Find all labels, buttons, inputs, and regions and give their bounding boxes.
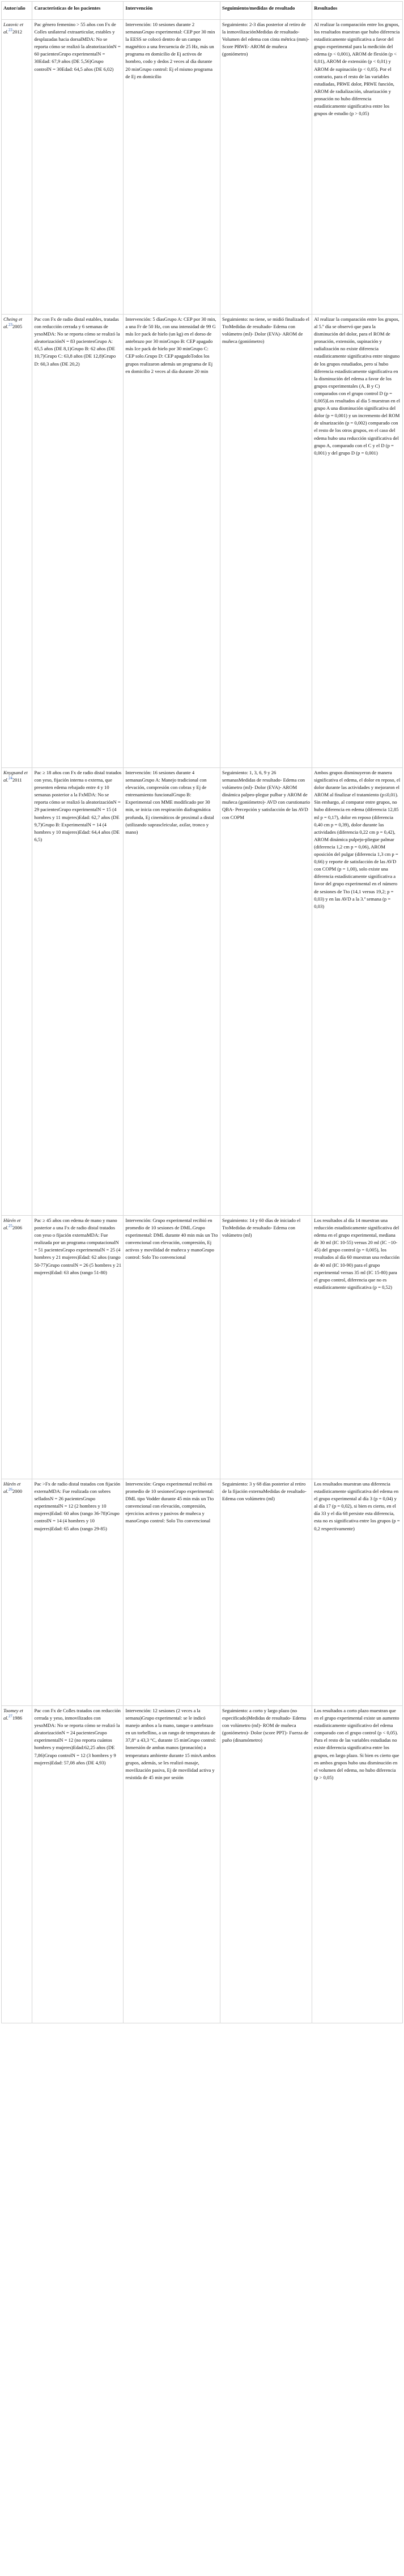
author-name: Hürén et al. (3, 1217, 21, 1231)
year: 2000 (12, 1488, 23, 1495)
results-cell: Al realizar la comparación entre los grupos, al 5.º día se observó que para la disminución del dolor, para el ROM de pronación, extensión, supinación y radialización no existe diferencia estadísticamente significativa entre ninguno de los grupos estudiados, pero sí hubo diferencia estadísticamente significativa en la disminución del edema a favor de los grupos experimentales (A, B y C) comparados con el grupo control D (p = 0,005)Los resultados al día 5 muestran en el grupo A una disminución significativa del dolor (p = 0,001) y un incremento del ROM de ulnarización (p = 0,002) comparado con el resto de los otros grupos, en el caso del edema hubo una reducción significativa del grupo A, comparado con el C y el D (p = 0,001) y del grupo D (p = 0,001) (312, 315, 403, 768)
reference-link[interactable]: 27 (8, 1714, 12, 1719)
author-name: Lozovic et al. (3, 22, 24, 35)
followup-cell: Seguimiento: no tiene, se midió finalizado el TtoMedidas de resultado- Edema con volúmetro (ml)- Dolor (EVA)- AROM de muñeca (goniómetro) (220, 315, 312, 768)
year: 2005 (12, 324, 23, 330)
evidence-table (1, 1, 403, 2023)
reference-link[interactable]: 26 (8, 1487, 12, 1492)
reference-link[interactable]: 23 (8, 322, 12, 328)
followup-cell: Seguimiento: a corto y largo plazo (no especificado)Medidas de resultado- Edema con volúmetro (ml)- ROM de muñeca (goniómetro)- Dolor (score PPT)- Fuerza de puño (dinamómetro) (220, 1706, 312, 2023)
patients-cell: Pac >Fx de radio distal tratados con fijación externaMDA: Fue realizada con sobres selladosN = 26 pacientesGrupo experimentalN = 12 (2 hombres y 10 mujeres)Edad: 60 años (rango 36-78)Grupo controlN = 14 (4 hombres y 10 mujeres)Edad: 65 años (rango 29-85) (32, 1479, 124, 1706)
header-intervention: Intervención (124, 2, 220, 20)
author-name: Knygsand et al. (3, 770, 28, 783)
year: 2006 (12, 1225, 23, 1231)
author-cell (2, 315, 32, 768)
author-cell (2, 1216, 32, 1479)
patients-cell: Pac género femenino > 55 años con Fx de Colles unilateral extraarticular, estables y desplazadas hacia dorsalMDA: No se reporta cómo se realizó la aleatorizaciónN = 60 pacientesGrupo experimentalN = 30Edad: 67,9 años (DE 5,56)Grupo controlN = 30Edad: 64,5 años (DE 6,02) (32, 20, 124, 315)
table-row (2, 768, 403, 1216)
intervention-cell: Intervención: 5 díasGrupo A: CEP por 30 min, a una Fr de 50 Hz, con una intensidad de 99 G más Ice pack de hielo (un kg) en el dorso de antebrazo por 30 minGrupo B: CEP apagado más Ice pack de hielo por 30 minGrupo C: CEP solo.Grupo D: CEP apagadoTodos los grupos realizaron además un programa de Ej en domicilio 2 veces al día durante 20 min (124, 315, 220, 768)
intervention-cell: Intervención: Grupo experimental recibió en promedio de 10 sesiones de DML.Grupo experimental: DML durante 40 min más un Tto convencional con elevación, compresión, Ej activos y movilidad de muñeca y manoGrupo control: Solo Tto convencional (124, 1216, 220, 1479)
intervention-cell: Intervención: 16 sesiones durante 4 semanasGrupo A: Manejo tradicional con elevación, compresión con cobras y Ej de entrenamiento funcionalGrupo B: Experimental con MME modificado por 30 min, se inicia con respiración diafragmática profunda, Ej cinemáticos de proximal a distal (utilizando suprascleicular, axilar, tronco y mano) (124, 768, 220, 1216)
intervention-cell: Intervención: 10 sesiones durante 2 semanasGrupo experimental: CEP por 30 min la EESS se colocó dentro de un campo magnético a una frecuencia de 25 Hz, más un programa en domicilio de Ej activos de hombro, codo y dedos 2 veces al día durante 20 minGrupo control: Ej el mismo programa de Ej en domicilio (124, 20, 220, 315)
patients-cell: Pac ≥ 45 años con edema de mano y mano posterior a una Fx de radio distal tratados con yeso o fijación externaMDA: Fue realizada por un programa computacionalN = 51 pacientesGrupo experimentalN = 25 (4 hombres y 21 mujeres)Edad: 62 años (rango 50-77)Grupo controlN = 26 (5 hombres y 21 mujeres)Edad: 63 años (rango 51-80) (32, 1216, 124, 1479)
results-cell: Los resultados a corto plazo muestran que en el grupo experimental existe un aumento estadísticamente significativo del edema comparado con el grupo control (p < 0,05). Para el resto de las variables estudiadas no existe diferencia significativa entre los grupos, en largo plazo. Si bien es cierto que en ambos grupos hubo una disminución en el volumen del edema, no hubo diferencia (p > 0,05) (312, 1706, 403, 2023)
patients-cell: Pac con Fx de radio distal estables, tratadas con reducción cerrada y 6 semanas de yesoMDA: No se reporta cómo se realizó la aleatorizaciónN = 83 pacientesGrupo A: 65,5 años (DE 8,1)Grupo B: 62 años (DE 10,7)Grupo C: 63,8 años (DE 12,8)Grupo D: 60,3 años (DE 20,2) (32, 315, 124, 768)
author-cell (2, 768, 32, 1216)
results-cell: Los resultados muestran una diferencia estadísticamente significativa del edema en el grupo experimental al día 3 (p = 0,04) y al día 17 (p = 0,02), si bien es cierto, en el día 33 y el día 68 persiste esta diferencia, esta no es significativa entre los grupos (p = 0,2 respectivamente) (312, 1479, 403, 1706)
followup-cell: Seguimiento: 3 y 68 días posterior al retiro de la fijación externaMedidas de resultado- Edema con volúmetro (ml) (220, 1479, 312, 1706)
followup-cell: Seguimiento: 1, 3, 6, 9 y 26 semanasMedidas de resultado- Edema con volúmetro (ml)- Dolor (EVA)- AROM dinámica palpeo-plegue pulbar y AROM de muñeca (goniómetro)- AVD con cuestionario QBA- Percepción y satisfacción de las AVD con COPM (220, 768, 312, 1216)
followup-cell: Seguimiento: 2-3 días posterior al retiro de la inmovilizaciónMedidas de resultado- Volumen del edema con cinta métrica (mm)- Score PRWE- AROM de muñeca (goniómetro) (220, 20, 312, 315)
header-patients: Características de los pacientes (32, 2, 124, 20)
year: 2012 (12, 29, 23, 35)
results-cell: Al realizar la comparación entre los grupos, los resultados muestran que hubo diferencia estadísticamente significativa a favor del grupo experimental para la medición del edema (p < 0,001), AROM de flexión (p < 0,01), AROM de extensión (p < 0,01) y AROM de supinación (p < 0,05). Por el contrario, para el resto de las variables estudiadas, PRWE dolor, PRWE función, AROM de radialización, ulnarización y pronación no hubo diferencia estadísticamente significativa entre los grupos de estudio (p > 0,05) (312, 20, 403, 315)
author-cell (2, 1706, 32, 2023)
intervention-cell: Intervención: Grupo experimental recibió en promedio de 10 sesionesGrupo experimental: DML tipo Vodder durante 45 min más un Tto convencional con elevación, compresión, ejercicios activos y pasivos de muñeca y manoGrupo control: Solo Tto convencional (124, 1479, 220, 1706)
intervention-cell: Intervención: 12 sesiones (2 veces a la semana)Grupo experimental: se le indicó manejo ambos a la mano, tanque o antebrazo en un torbellino, a un rango de temperatura de 37,8° a 43,3 °C, durante 15 minGrupo control: Inmersión de ambas manos (pronación) a temperatura ambiente durante 15 minA ambos grupos, además, se les realizó masaje, movilización pasiva, Ej de movilidad activa y resistida de 45 min por sesión (124, 1706, 220, 2023)
table-row (2, 1706, 403, 2023)
author-cell (2, 20, 32, 315)
header-author: Autor/año (2, 2, 32, 20)
patients-cell: Pac con Fx de Colles tratados con reducción cerrada y yeso, inmovilizados con yesoMDA: No se reporta cómo se realizó la aleatorizaciónN = 24 pacientesGrupo experimentalN = 12 (no reporta cuántos hombres y mujeres)Edad:62,25 años (DE 7,86)Grupo controlN = 12 (3 hombres y 9 mujeres)Edad: 57,08 años (DE 4,93) (32, 1706, 124, 2023)
table-row (2, 1479, 403, 1706)
table-row (2, 1216, 403, 1479)
header-row (2, 2, 403, 20)
table-row (2, 315, 403, 768)
results-cell: Los resultados al día 14 muestran una reducción estadísticamente significativa del edema en el grupo experimental, mediana de 30 ml (IC 10-55) versus 20 ml (IC −10-45) del grupo control (p = 0,005), los resultados al día 60 muestran una reducción de 40 ml (IC 10-90) para el grupo experimental versus 35 ml (IC 15-80) para el grupo control, diferencia que no es estadísticamente significativa (p = 0,52) (312, 1216, 403, 1479)
header-followup: Seguimiento/medidas de resultado (220, 2, 312, 20)
author-name: Hürén et al. (3, 1481, 21, 1495)
reference-link[interactable]: 24 (8, 776, 12, 781)
year: 1986 (12, 1715, 23, 1721)
patients-cell: Pac ≥ 18 años con Fx de radio distal tratados con yeso, fijación interna o externa, que presenten edema rebajado entre 4 y 10 semanas posterior a la FxMDA: No se reporta cómo se realizó la aleatorizaciónN = 29 pacientesGrupo experimentalN = 15 (4 hombres y 11 mujeres)Edad: 62,7 años (DE 9,7)Grupo B: ExperimentalN = 14 (4 hombres y 10 mujeres)Edad: 64,4 años (DE 6,5) (32, 768, 124, 1216)
table-row (2, 20, 403, 315)
followup-cell: Seguimiento: 14 y 60 días de iniciado el TtoMedidas de resultado- Edema con volúmetro (ml) (220, 1216, 312, 1479)
results-cell: Ambos grupos disminuyeron de manera significativa el edema, el dolor en reposo, el dolor durante las actividades y mejoraron el AROM al finalizar el tratamiento (p≤0,01). Sin embargo, al comparar entre grupos, no hubo diferencia en edema (diferencia 12,85 ml p = 0,17), dolor en reposo (diferencia 0,40 cm p = 0,39), dolor durante las actividades (diferencia 0,22 cm p = 0,42), AROM dinámica pulpejo-pliegue palmar (diferencia 1,2 cm p = 0,06), AROM oposición del pulgar (diferencia 1,3 cm p = 0,66) y reporte de satisfacción de las AVD con COPM (p = 1,00), solo existe una diferencia estadísticamente significativa a favor del grupo experimental en el número de sesiones de Tto (14,1 versus 19,2; p = 0,03) y en las AVD a la 3.ª semana (p = 0,03) (312, 768, 403, 1216)
year: 2011 (12, 777, 22, 783)
reference-link[interactable]: 25 (8, 1224, 12, 1229)
header-results: Resultados (312, 2, 403, 20)
reference-link[interactable]: 22 (8, 28, 12, 33)
author-name: Cheing et al. (3, 316, 23, 330)
author-cell (2, 1479, 32, 1706)
author-name: Toomey et al. (3, 1708, 23, 1721)
